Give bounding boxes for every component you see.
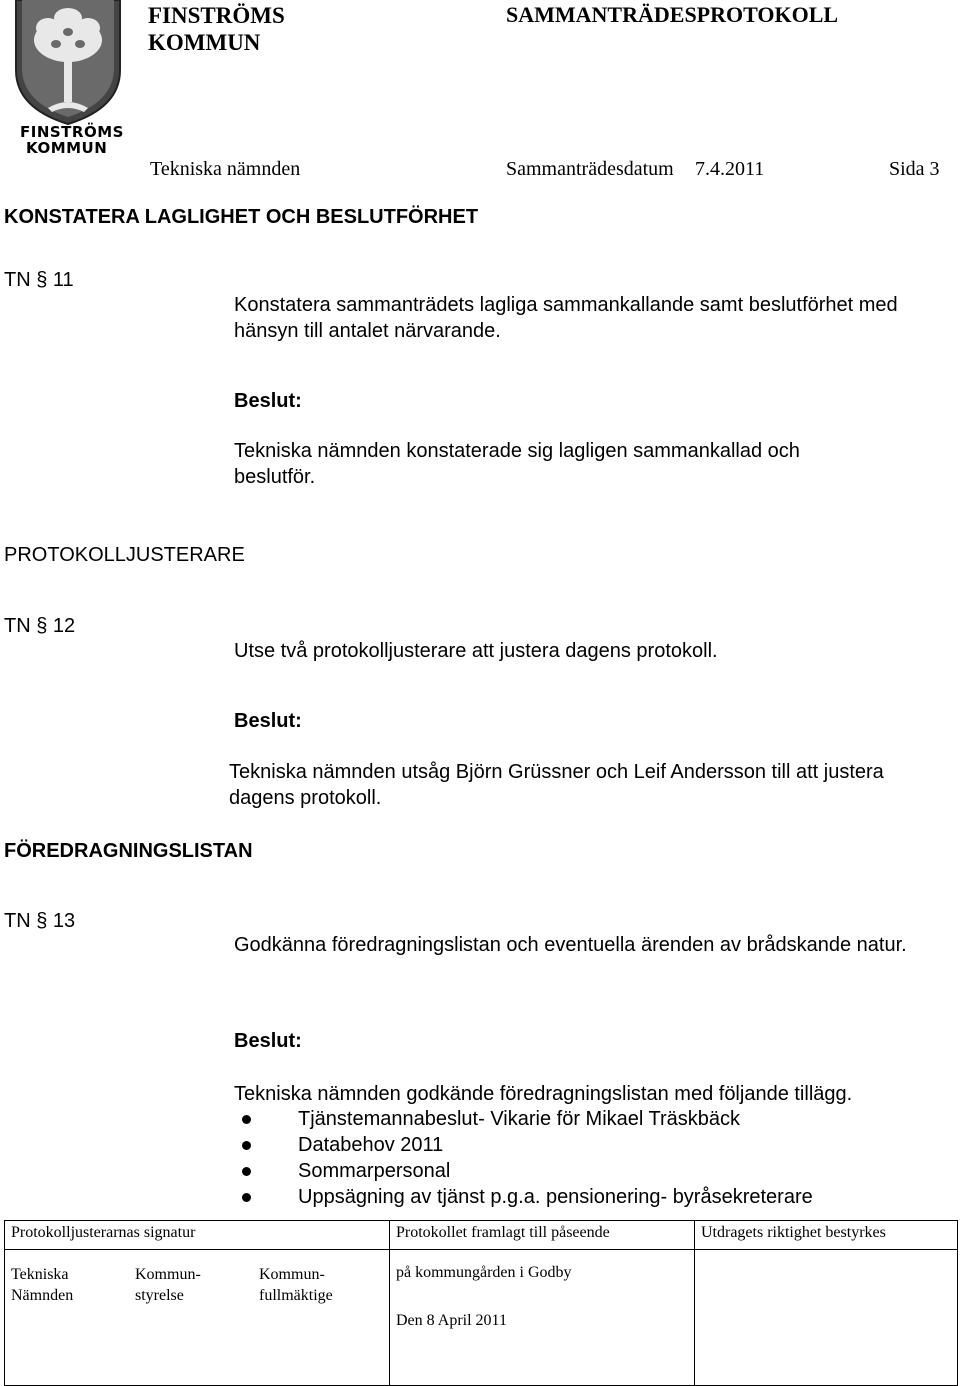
committee-name: Tekniska nämnden xyxy=(150,158,301,180)
municipal-logo xyxy=(8,0,128,160)
proposal-text: Konstatera sammanträdets lagliga sammankallande samt beslutförhet med hänsyn till antalet närvarande. xyxy=(234,294,898,342)
decision-label: Beslut: xyxy=(234,390,302,412)
proposal-text: Utse två protokolljusterare att justera dagens protokoll. xyxy=(234,640,718,662)
certified-header: Utdragets riktighet bestyrkes xyxy=(695,1221,958,1250)
meeting-date-label: Sammanträdesdatum xyxy=(506,158,674,180)
document-type: SAMMANTRÄDESPROTOKOLL xyxy=(506,2,839,27)
addition-list xyxy=(234,1106,934,1210)
section-heading: PROTOKOLLJUSTERARE xyxy=(4,544,245,566)
list-item: Tjänstemannabeslut- Vikarie för Mikael Träskbäck xyxy=(234,1106,934,1132)
page-number: Sida 3 xyxy=(889,158,940,180)
section-heading: FÖREDRAGNINGSLISTAN xyxy=(4,840,253,862)
list-item: Databehov 2011 xyxy=(234,1132,934,1158)
logo-text-line2: KOMMUN xyxy=(26,139,108,157)
posted-header: Protokollet framlagt till påseende xyxy=(390,1221,695,1250)
section-heading: KONSTATERA LAGLIGHET OCH BESLUTFÖRHET xyxy=(4,206,479,228)
meeting-date: 7.4.2011 xyxy=(695,158,765,180)
proposal-text: Godkänna föredragningslistan och eventuella ärenden av brådskande natur. xyxy=(234,934,907,956)
list-item: Uppsägning av tjänst p.g.a. pensionering- byråsekreterare xyxy=(234,1184,934,1210)
decision-label: Beslut: xyxy=(234,1030,302,1052)
posted-date: Den 8 April 2011 xyxy=(396,1312,507,1329)
logo-text-line1: FINSTRÖMS xyxy=(20,123,124,141)
signatures-header: Protokolljusterarnas signatur xyxy=(5,1221,390,1250)
signature-cell xyxy=(5,1250,390,1386)
paragraph-number: TN § 13 xyxy=(4,910,76,932)
decision-label: Beslut: xyxy=(234,710,302,732)
decision-text: Tekniska nämnden konstaterade sig lagligen sammankallad och beslutför. xyxy=(234,440,800,488)
signature-technical-committee: Tekniska Nämnden xyxy=(11,1266,74,1304)
organization-name-line2: KOMMUN xyxy=(148,30,261,55)
posted-place: på kommungården i Godby xyxy=(396,1264,572,1281)
paragraph-number: TN § 12 xyxy=(4,615,76,637)
signature-table xyxy=(4,1220,958,1386)
organization-name xyxy=(148,2,285,56)
list-item: Sommarpersonal xyxy=(234,1158,934,1184)
organization-name-line1: FINSTRÖMS xyxy=(148,3,285,28)
coat-of-arms-icon xyxy=(8,0,128,125)
logo-text xyxy=(20,124,124,156)
signature-municipal-council: Kommun- fullmäktige xyxy=(259,1266,333,1304)
certified-cell xyxy=(695,1250,958,1386)
decision-text: Tekniska nämnden godkände föredragningslistan med följande tillägg. xyxy=(234,1083,853,1105)
paragraph-number: TN § 11 xyxy=(4,269,74,291)
posted-cell xyxy=(390,1250,695,1386)
signature-municipal-board: Kommun- styrelse xyxy=(135,1266,201,1304)
decision-text: Tekniska nämnden utsåg Björn Grüssner och Leif Andersson till att justera dagens protokoll. xyxy=(229,761,884,809)
